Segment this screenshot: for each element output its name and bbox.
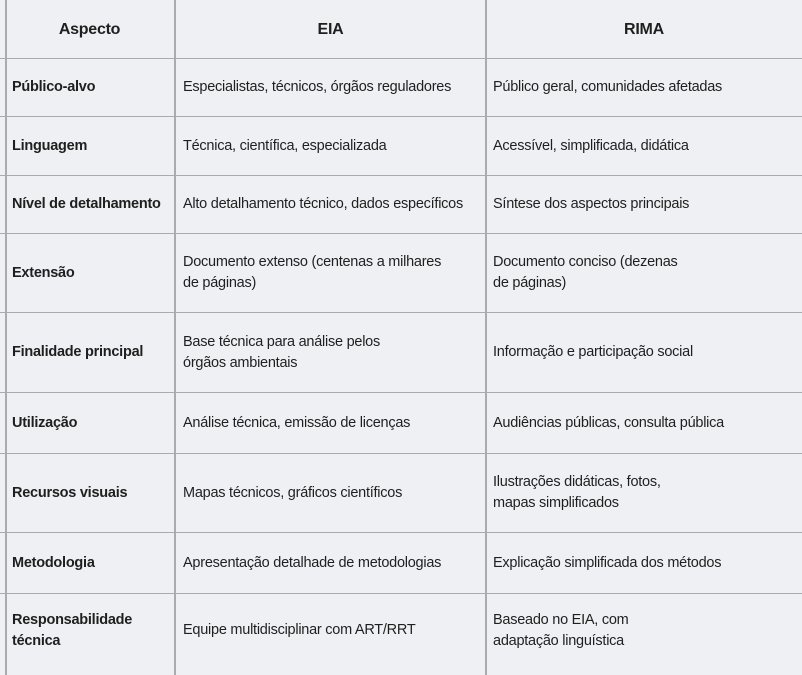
eia-cell: [175, 393, 486, 453]
rima-cell: [486, 117, 802, 175]
rima-cell: [486, 234, 802, 312]
eia-cell: [175, 176, 486, 233]
aspect-cell: [5, 117, 174, 175]
table-row: [0, 393, 802, 454]
aspect-cell: [5, 176, 174, 233]
rima-cell: [486, 594, 802, 675]
header-rima-label: RIMA: [624, 20, 664, 38]
eia-text: Equipe multidisciplinar com ART/RRT: [183, 622, 416, 638]
aspect-label-line-2: técnica: [12, 632, 61, 649]
rima-cell: [486, 313, 802, 392]
aspect-label: Recursos visuais: [12, 484, 128, 501]
aspect-label: Linguagem: [12, 137, 88, 154]
table-row: [0, 313, 802, 393]
rima-cell: [486, 59, 802, 116]
table-row: [0, 234, 802, 313]
rima-text-line-2: de páginas): [493, 275, 567, 291]
table-row: [0, 59, 802, 117]
aspect-label: Metodologia: [12, 554, 95, 571]
eia-text: Mapas técnicos, gráficos científicos: [183, 484, 403, 501]
rima-text-line-1: Documento conciso (dezenas: [493, 254, 678, 270]
table-row: [0, 117, 802, 176]
rima-text: Acessível, simplificada, didática: [493, 137, 689, 154]
rima-text-line-1: Ilustrações didáticas, fotos,: [493, 474, 661, 490]
header-aspect-label: Aspecto: [58, 20, 121, 38]
rima-cell: [486, 393, 802, 453]
table-row: [0, 533, 802, 594]
eia-cell: [175, 59, 486, 116]
aspect-label: Público-alvo: [12, 79, 96, 95]
eia-text: Apresentação detalhade de metodologias: [183, 554, 442, 571]
header-aspect: [5, 0, 174, 58]
rima-text: Informação e participação social: [493, 344, 693, 360]
rima-text: Explicação simplificada dos métodos: [493, 554, 722, 571]
aspect-cell: [5, 313, 174, 392]
rima-cell: [486, 533, 802, 593]
eia-text: Especialistas, técnicos, órgãos reguladores: [183, 79, 452, 95]
aspect-label: Utilização: [12, 414, 78, 431]
eia-text: Análise técnica, emissão de licenças: [183, 414, 411, 431]
eia-text: Técnica, científica, especializada: [183, 137, 387, 154]
table-row: [0, 454, 802, 533]
eia-text-line-1: Documento extenso (centenas a milhares: [183, 254, 442, 270]
rima-text-line-1: Baseado no EIA, com: [493, 611, 629, 628]
eia-cell: [175, 117, 486, 175]
aspect-cell: [5, 59, 174, 116]
eia-text: Alto detalhamento técnico, dados específicos: [183, 196, 463, 212]
eia-cell: [175, 533, 486, 593]
rima-cell: [486, 176, 802, 233]
header-rima: [486, 0, 802, 58]
aspect-cell: [5, 393, 174, 453]
table-header-row: [0, 0, 802, 59]
eia-cell: [175, 234, 486, 312]
aspect-cell: [5, 234, 174, 312]
aspect-cell: [5, 533, 174, 593]
eia-text-line-2: de páginas): [183, 275, 257, 291]
eia-cell: [175, 313, 486, 392]
aspect-label: Nível de detalhamento: [12, 196, 161, 212]
rima-text-line-2: mapas simplificados: [493, 495, 619, 511]
header-eia: [175, 0, 486, 58]
table-row: [0, 176, 802, 234]
rima-text-line-2: adaptação linguística: [493, 632, 624, 649]
eia-cell: [175, 594, 486, 675]
table-row: [0, 594, 802, 675]
rima-text: Público geral, comunidades afetadas: [493, 79, 723, 95]
aspect-label: Finalidade principal: [12, 344, 144, 360]
eia-cell: [175, 454, 486, 532]
rima-text: Síntese dos aspectos principais: [493, 196, 690, 212]
aspect-label-line-1: Responsabilidade: [12, 611, 133, 628]
rima-cell: [486, 454, 802, 532]
rima-text: Audiências públicas, consulta pública: [493, 414, 724, 431]
header-eia-label: EIA: [317, 20, 344, 38]
aspect-cell: [5, 454, 174, 532]
eia-text-line-2: órgãos ambientais: [183, 354, 298, 371]
eia-text-line-1: Base técnica para análise pelos: [183, 333, 380, 350]
aspect-label: Extensão: [12, 264, 75, 281]
aspect-cell: [5, 594, 174, 675]
